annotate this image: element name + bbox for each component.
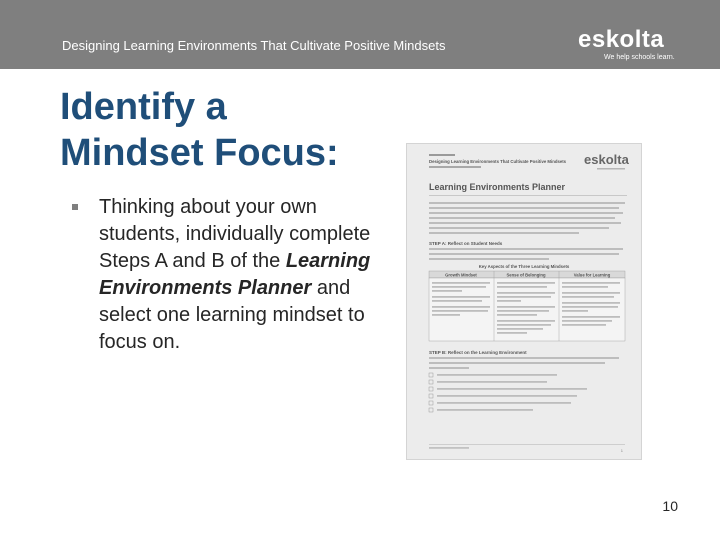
bullet-text-part-2: and select one learning mindset to focus on.	[99, 277, 365, 353]
planner-document-preview	[407, 144, 641, 459]
slide-header	[0, 0, 720, 69]
doc-header-small: Designing Learning Environments That Cultivate Positive Mindsets	[429, 159, 567, 164]
slide-page-number: 10	[662, 498, 678, 514]
bullet-text	[99, 194, 374, 356]
slide-title	[60, 84, 380, 176]
doc-logo: eskolta	[584, 152, 629, 167]
doc-title: Learning Environments Planner	[429, 182, 566, 192]
doc-page-number: 1	[620, 448, 623, 453]
eskolta-logo: eskolta	[578, 26, 665, 53]
logo-tagline: We help schools learn.	[604, 54, 675, 61]
header-title: Designing Learning Environments That Cultivate Positive Mindsets	[62, 38, 446, 53]
doc-col-growth: Growth Mindset	[445, 272, 477, 278]
doc-step-b: STEP B: Reflect on the Learning Environment	[429, 350, 527, 355]
bullet-text-part-1: Thinking about your own students, individually complete Steps A and B of the	[99, 196, 371, 272]
doc-step-a: STEP A: Reflect on Student Needs	[429, 241, 503, 246]
doc-col-value: Value for Learning	[573, 272, 611, 278]
planner-document-thumbnail	[406, 143, 642, 460]
title-line-2: Mindset Focus:	[60, 132, 339, 174]
bullet-marker	[72, 204, 78, 210]
planner-name: Learning Environments Planner	[99, 250, 371, 299]
doc-table-title: Key Aspects of the Three Learning Mindsets	[478, 264, 570, 269]
title-line-1: Identify a	[60, 86, 227, 128]
doc-col-belonging: Sense of Belonging	[506, 272, 546, 278]
